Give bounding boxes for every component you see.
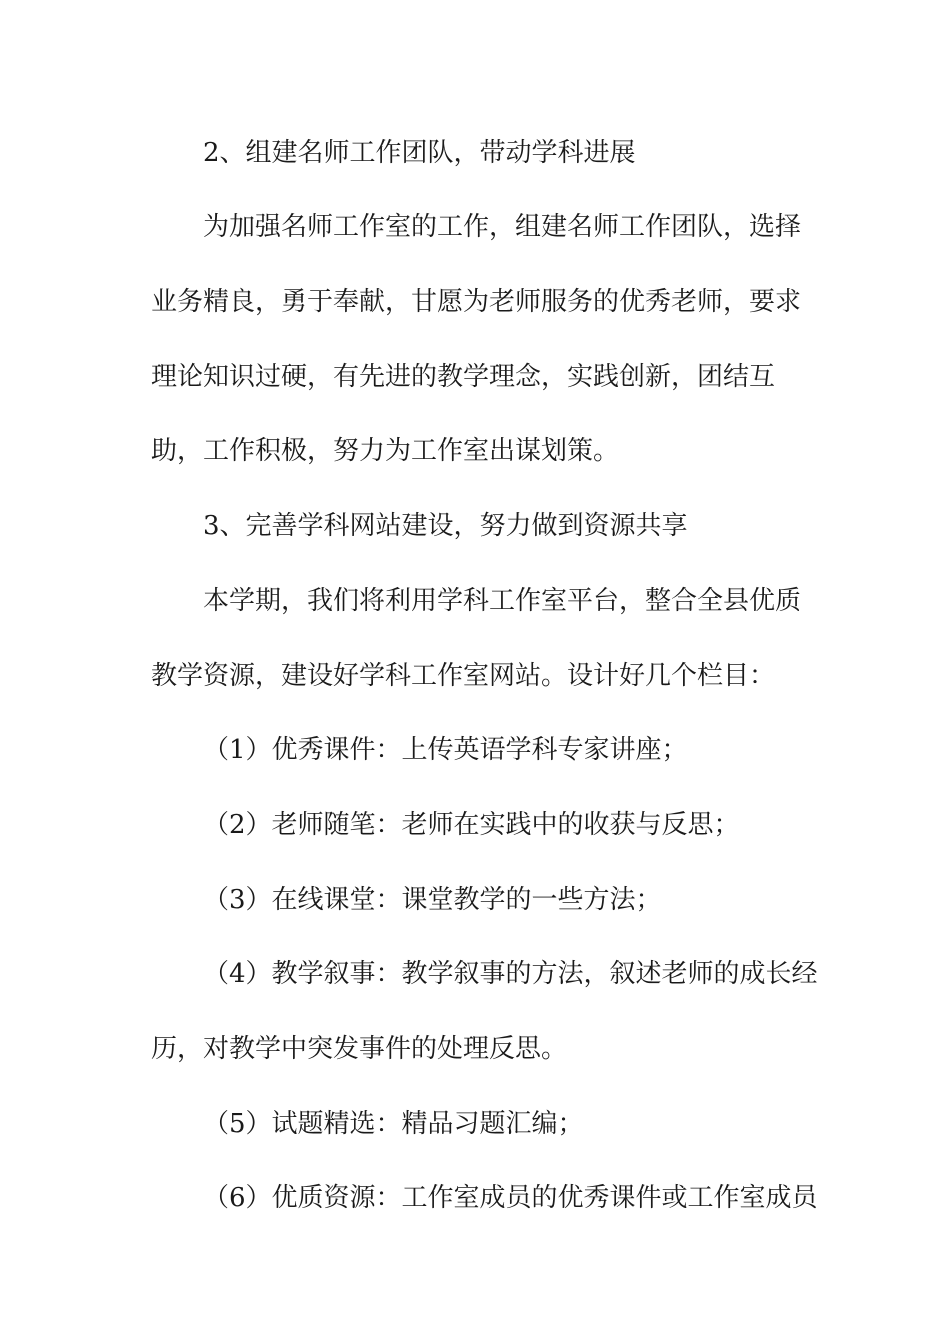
paragraph-line: 教学资源，建设好学科工作室网站。设计好几个栏目： [151,661,776,691]
paragraph-line: 助，工作积极，努力为工作室出谋划策。 [151,436,620,466]
paragraph-line: 为加强名师工作室的工作，组建名师工作团队，选择 [203,212,802,242]
section-heading-3: 3、完善学科网站建设，努力做到资源共享 [203,511,688,541]
paragraph-line: 本学期，我们将利用学科工作室平台，整合全县优质 [203,586,802,616]
paragraph-line: 理论知识过硬，有先进的教学理念，实践创新，团结互 [151,362,776,392]
list-item: （4）教学叙事：教学叙事的方法，叙述老师的成长经 [203,959,818,989]
list-item: （2）老师随笔：老师在实践中的收获与反思； [203,810,740,840]
list-item: （6）优质资源：工作室成员的优秀课件或工作室成员 [203,1183,818,1213]
section-heading-2: 2、组建名师工作团队，带动学科进展 [203,138,636,168]
list-item-continuation: 历，对教学中突发事件的处理反思。 [151,1034,568,1064]
paragraph-line: 业务精良，勇于奉献，甘愿为老师服务的优秀老师，要求 [151,287,802,317]
list-item: （3）在线课堂：课堂教学的一些方法； [203,885,662,915]
list-item: （5）试题精选：精品习题汇编； [203,1109,584,1139]
list-item: （1）优秀课件：上传英语学科专家讲座； [203,735,688,765]
